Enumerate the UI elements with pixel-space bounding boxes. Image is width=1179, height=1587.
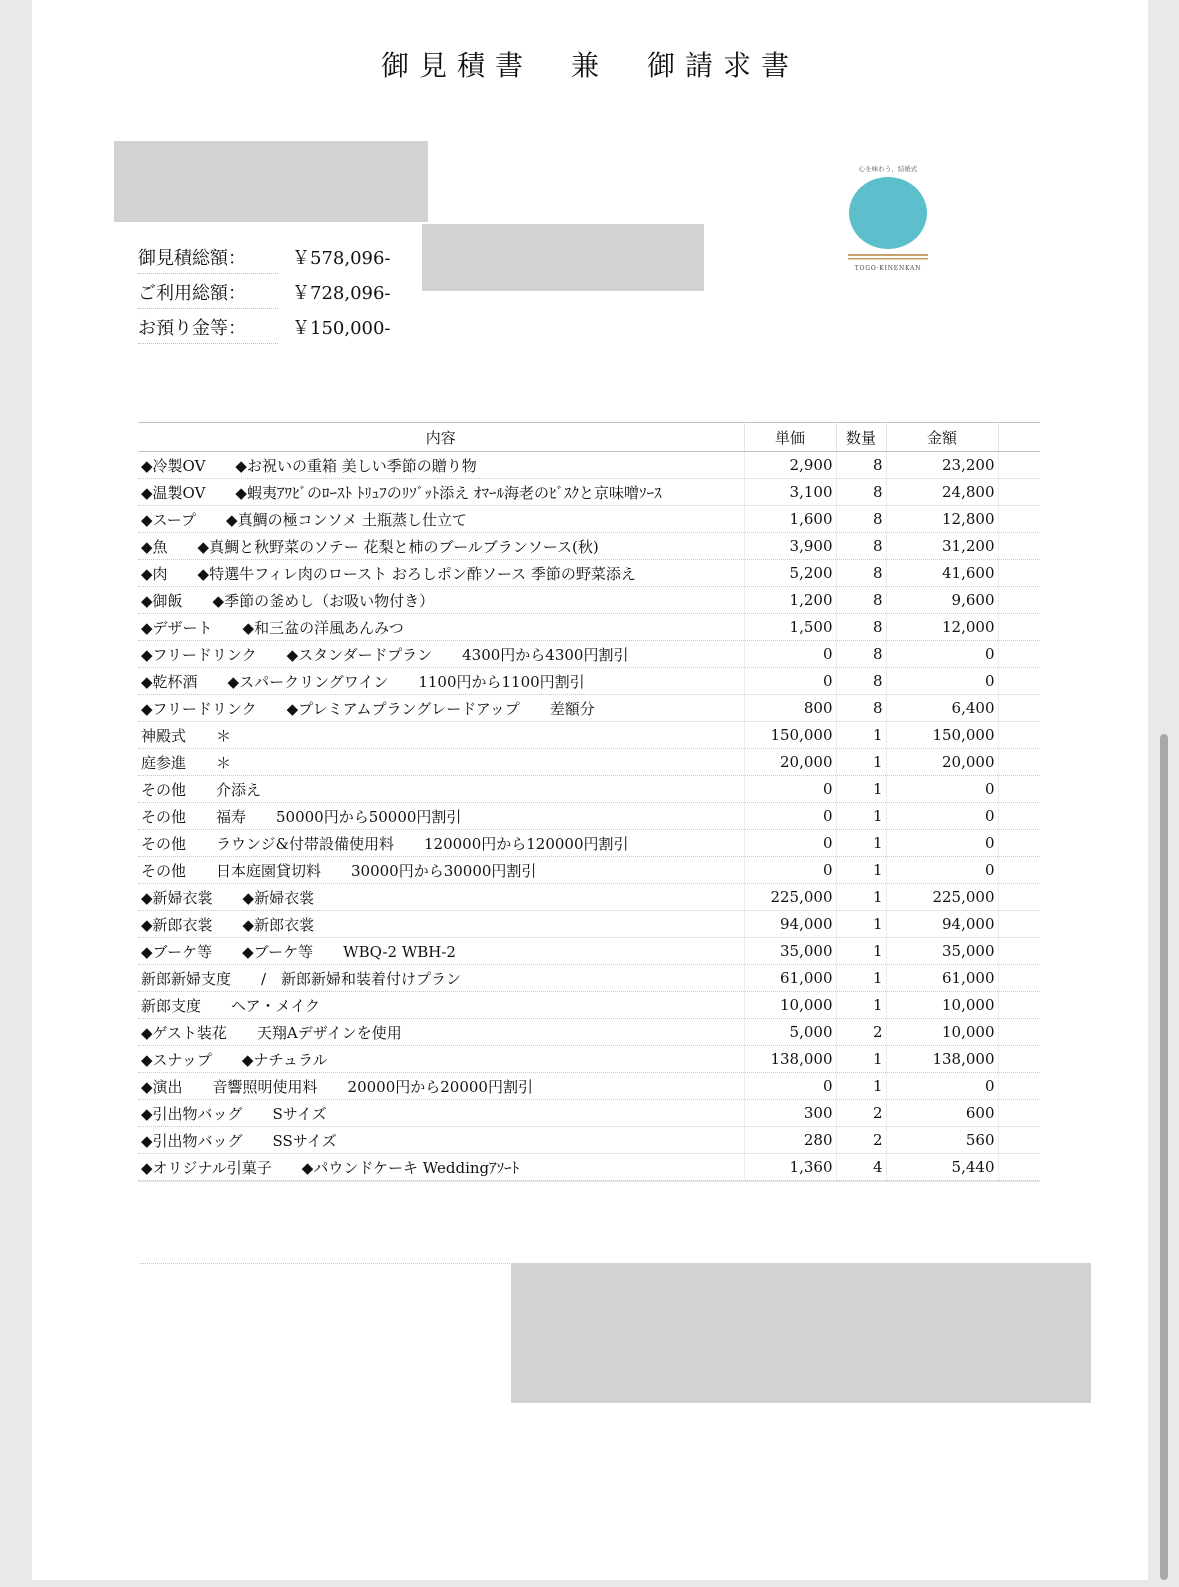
cell-amount: 0 [886, 776, 998, 803]
totals-summary [138, 244, 391, 349]
cell-description: 新郎支度 ヘア・メイク [138, 992, 744, 1019]
cell-amount: 12,000 [886, 614, 998, 641]
table-row [138, 938, 1040, 965]
table-bottom-rule [138, 1181, 1040, 1192]
cell-quantity: 2 [836, 1127, 886, 1154]
cell-spacer [998, 965, 1040, 992]
cell-quantity: 1 [836, 992, 886, 1019]
table-row [138, 965, 1040, 992]
summary-label: ご利用総額： [138, 279, 278, 309]
cell-description: その他 福寿 50000円から50000円割引 [138, 803, 744, 830]
cell-spacer [998, 533, 1040, 560]
cell-description: その他 介添え [138, 776, 744, 803]
cell-quantity: 8 [836, 641, 886, 668]
cell-description: その他 日本庭園貸切料 30000円から30000円割引 [138, 857, 744, 884]
redacted-block-addressee [114, 141, 428, 222]
cell-spacer [998, 830, 1040, 857]
cell-quantity: 1 [836, 911, 886, 938]
cell-amount: 0 [886, 857, 998, 884]
table-body [138, 452, 1040, 1181]
table-row [138, 1100, 1040, 1127]
summary-row [138, 244, 391, 279]
cell-unit-price: 0 [744, 803, 836, 830]
cell-unit-price: 94,000 [744, 911, 836, 938]
table-row [138, 722, 1040, 749]
table-row [138, 803, 1040, 830]
cell-amount: 61,000 [886, 965, 998, 992]
cell-quantity: 8 [836, 695, 886, 722]
document-title: 御見積書 兼 御請求書 [380, 49, 799, 82]
signature-dotted-line [140, 1263, 512, 1264]
cell-unit-price: 3,900 [744, 533, 836, 560]
cell-amount: 24,800 [886, 479, 998, 506]
cell-spacer [998, 452, 1040, 479]
summary-value: ￥150,000- [292, 318, 391, 339]
cell-unit-price: 3,100 [744, 479, 836, 506]
cell-description: その他 ラウンジ&付帯設備使用料 120000円から120000円割引 [138, 830, 744, 857]
cell-unit-price: 225,000 [744, 884, 836, 911]
cell-unit-price: 0 [744, 857, 836, 884]
table-row [138, 668, 1040, 695]
cell-spacer [998, 1154, 1040, 1181]
cell-unit-price: 138,000 [744, 1046, 836, 1073]
cell-quantity: 1 [836, 1046, 886, 1073]
cell-description: ◆乾杯酒 ◆スパークリングワイン 1100円から1100円割引 [138, 668, 744, 695]
cell-quantity: 1 [836, 803, 886, 830]
cell-spacer [998, 1100, 1040, 1127]
cell-quantity: 8 [836, 560, 886, 587]
cell-amount: 20,000 [886, 749, 998, 776]
cell-description: ◆オリジナル引菓子 ◆パウンドケーキ Weddingｱｿｰﾄ [138, 1154, 744, 1181]
table-row [138, 533, 1040, 560]
cell-amount: 0 [886, 1073, 998, 1100]
cell-quantity: 2 [836, 1019, 886, 1046]
table-row [138, 857, 1040, 884]
cell-spacer [998, 1019, 1040, 1046]
cell-quantity: 8 [836, 533, 886, 560]
table-row [138, 452, 1040, 479]
cell-description: ◆スナップ ◆ナチュラル [138, 1046, 744, 1073]
document-page [32, 0, 1148, 1580]
cell-spacer [998, 560, 1040, 587]
table-row [138, 1073, 1040, 1100]
line-items-table [138, 422, 1040, 1181]
cell-amount: 10,000 [886, 992, 998, 1019]
cell-description: ◆ゲスト装花 天翔Aデザインを使用 [138, 1019, 744, 1046]
cell-quantity: 8 [836, 587, 886, 614]
summary-row [138, 314, 391, 349]
table-row [138, 830, 1040, 857]
cell-amount: 94,000 [886, 911, 998, 938]
cell-quantity: 8 [836, 668, 886, 695]
cell-amount: 31,200 [886, 533, 998, 560]
cell-unit-price: 1,200 [744, 587, 836, 614]
cell-spacer [998, 884, 1040, 911]
logo-tagline: 心を味わう、結婚式 [858, 165, 918, 173]
cell-spacer [998, 479, 1040, 506]
cell-unit-price: 150,000 [744, 722, 836, 749]
table-header-row [138, 423, 1040, 452]
table-row [138, 1046, 1040, 1073]
cell-amount: 225,000 [886, 884, 998, 911]
cell-unit-price: 0 [744, 641, 836, 668]
cell-description: ◆引出物バッグ Sサイズ [138, 1100, 744, 1127]
table-row [138, 479, 1040, 506]
table-row [138, 884, 1040, 911]
cell-unit-price: 5,200 [744, 560, 836, 587]
summary-value: ￥578,096- [292, 248, 391, 269]
cell-unit-price: 800 [744, 695, 836, 722]
cell-spacer [998, 641, 1040, 668]
cell-quantity: 4 [836, 1154, 886, 1181]
cell-amount: 35,000 [886, 938, 998, 965]
cell-unit-price: 61,000 [744, 965, 836, 992]
cell-quantity: 8 [836, 452, 886, 479]
cell-description: ◆フリードリンク ◆プレミアムプラングレードアップ 差額分 [138, 695, 744, 722]
cell-amount: 600 [886, 1100, 998, 1127]
cell-unit-price: 0 [744, 668, 836, 695]
cell-quantity: 1 [836, 722, 886, 749]
cell-quantity: 1 [836, 776, 886, 803]
cell-quantity: 8 [836, 506, 886, 533]
summary-label: 御見積総額： [138, 244, 278, 274]
cell-amount: 10,000 [886, 1019, 998, 1046]
summary-label: お預り金等： [138, 314, 278, 344]
cell-amount: 12,800 [886, 506, 998, 533]
cell-amount: 9,600 [886, 587, 998, 614]
table-row [138, 560, 1040, 587]
cell-description: ◆御飯 ◆季節の釜めし（お吸い物付き） [138, 587, 744, 614]
cell-quantity: 2 [836, 1100, 886, 1127]
header-spacer [998, 423, 1040, 452]
cell-amount: 5,440 [886, 1154, 998, 1181]
cell-spacer [998, 992, 1040, 1019]
cell-quantity: 1 [836, 749, 886, 776]
table-row [138, 911, 1040, 938]
cell-spacer [998, 587, 1040, 614]
table-row [138, 641, 1040, 668]
cell-unit-price: 35,000 [744, 938, 836, 965]
logo-mark-icon [846, 163, 930, 275]
table-row [138, 506, 1040, 533]
summary-value: ￥728,096- [292, 283, 391, 304]
cell-unit-price: 20,000 [744, 749, 836, 776]
cell-spacer [998, 506, 1040, 533]
redacted-block-customer [422, 224, 704, 291]
cell-unit-price: 1,500 [744, 614, 836, 641]
cell-unit-price: 0 [744, 830, 836, 857]
cell-description: ◆引出物バッグ SSサイズ [138, 1127, 744, 1154]
cell-quantity: 1 [836, 830, 886, 857]
cell-quantity: 1 [836, 938, 886, 965]
cell-description: ◆新郎衣裳 ◆新郎衣裳 [138, 911, 744, 938]
cell-spacer [998, 1127, 1040, 1154]
table-row [138, 992, 1040, 1019]
table-row [138, 1127, 1040, 1154]
cell-amount: 0 [886, 641, 998, 668]
redacted-block-footer [511, 1263, 1091, 1403]
cell-amount: 6,400 [886, 695, 998, 722]
table-row [138, 1154, 1040, 1181]
cell-spacer [998, 776, 1040, 803]
cell-description: ◆温製OV ◆蝦夷ｱﾜﾋﾞのﾛｰｽﾄ ﾄﾘｭﾌのﾘｿﾞｯﾄ添え ｵﾏｰﾙ海老のﾋﾞｽｸと京味噌ｿｰｽ [138, 479, 744, 506]
cell-description: ◆新婦衣裳 ◆新婦衣裳 [138, 884, 744, 911]
cell-spacer [998, 1073, 1040, 1100]
cell-spacer [998, 938, 1040, 965]
summary-row [138, 279, 391, 314]
cell-amount: 41,600 [886, 560, 998, 587]
cell-description: ◆デザート ◆和三盆の洋風あんみつ [138, 614, 744, 641]
cell-quantity: 8 [836, 479, 886, 506]
cell-amount: 138,000 [886, 1046, 998, 1073]
cell-description: ◆魚 ◆真鯛と秋野菜のソテー 花梨と柿のブールブランソース(秋) [138, 533, 744, 560]
line-items-table-wrap [138, 422, 1040, 1192]
table-row [138, 1019, 1040, 1046]
cell-description: ◆ブーケ等 ◆ブーケ等 WBQ-2 WBH-2 [138, 938, 744, 965]
cell-unit-price: 300 [744, 1100, 836, 1127]
logo-name: TOGO·KINENKAN [854, 265, 922, 272]
cell-description: ◆肉 ◆特選牛フィレ肉のロースト おろしポン酢ソース 季節の野菜添え [138, 560, 744, 587]
cell-spacer [998, 749, 1040, 776]
cell-quantity: 8 [836, 614, 886, 641]
cell-unit-price: 0 [744, 776, 836, 803]
cell-description: ◆フリードリンク ◆スタンダードプラン 4300円から4300円割引 [138, 641, 744, 668]
table-row [138, 776, 1040, 803]
cell-amount: 0 [886, 830, 998, 857]
cell-quantity: 1 [836, 965, 886, 992]
cell-description: ◆スープ ◆真鯛の極コンソメ 土瓶蒸し仕立て [138, 506, 744, 533]
cell-unit-price: 2,900 [744, 452, 836, 479]
header-amount: 金額 [886, 423, 998, 452]
header-quantity: 数量 [836, 423, 886, 452]
cell-amount: 0 [886, 803, 998, 830]
cell-quantity: 1 [836, 1073, 886, 1100]
cell-spacer [998, 857, 1040, 884]
cell-spacer [998, 803, 1040, 830]
table-row [138, 749, 1040, 776]
cell-unit-price: 10,000 [744, 992, 836, 1019]
header-unit-price: 単価 [744, 423, 836, 452]
cell-unit-price: 5,000 [744, 1019, 836, 1046]
cell-spacer [998, 695, 1040, 722]
cell-quantity: 1 [836, 857, 886, 884]
cell-quantity: 1 [836, 884, 886, 911]
cell-amount: 560 [886, 1127, 998, 1154]
cell-amount: 23,200 [886, 452, 998, 479]
cell-description: ◆演出 音響照明使用料 20000円から20000円割引 [138, 1073, 744, 1100]
table-row [138, 587, 1040, 614]
cell-spacer [998, 722, 1040, 749]
cell-description: 新郎新婦支度 / 新郎新婦和装着付けプラン [138, 965, 744, 992]
cell-unit-price: 280 [744, 1127, 836, 1154]
cell-description: 神殿式 ＊ [138, 722, 744, 749]
cell-description: 庭参進 ＊ [138, 749, 744, 776]
cell-unit-price: 0 [744, 1073, 836, 1100]
cell-description: ◆冷製OV ◆お祝いの重箱 美しい季節の贈り物 [138, 452, 744, 479]
cell-spacer [998, 1046, 1040, 1073]
cell-spacer [998, 614, 1040, 641]
table-row [138, 614, 1040, 641]
vertical-scrollbar[interactable] [1160, 734, 1168, 1580]
cell-amount: 150,000 [886, 722, 998, 749]
cell-amount: 0 [886, 668, 998, 695]
header-description: 内容 [138, 423, 744, 452]
cell-spacer [998, 911, 1040, 938]
cell-spacer [998, 668, 1040, 695]
venue-logo [846, 163, 930, 275]
cell-unit-price: 1,600 [744, 506, 836, 533]
cell-unit-price: 1,360 [744, 1154, 836, 1181]
table-row [138, 695, 1040, 722]
